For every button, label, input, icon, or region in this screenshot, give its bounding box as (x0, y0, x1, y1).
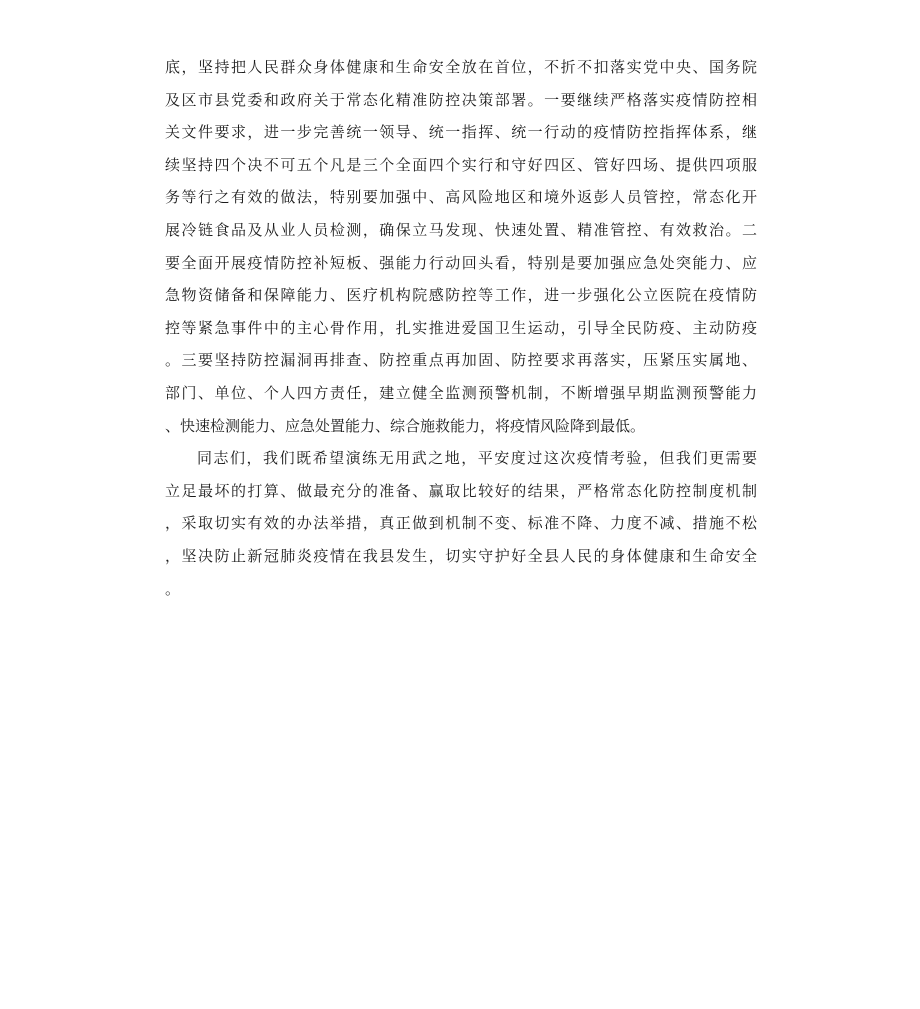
text-line: 底，坚持把人民群众身体健康和生命安全放在首位，不折不扣落实党中央、国务院 (165, 58, 757, 76)
text-line: 要全面开展疫情防控补短板、强能力行动回头看，特别是要加强应急处突能力、应 (165, 253, 757, 272)
text-line: 续坚持四个决不可五个凡是三个全面四个实行和守好四区、管好四场、提供四项服 (165, 155, 757, 174)
text-line: 。 (165, 579, 181, 598)
text-line: 控等紧急事件中的主心骨作用，扎实推进爱国卫生运动，引导全民防疫、主动防疫 (165, 318, 757, 337)
text-line: ，采取切实有效的办法举措，真正做到机制不变、标准不降、力度不减、措施不松 (165, 514, 757, 533)
text-line: 同志们，我们既希望演练无用武之地，平安度过这次疫情考验，但我们更需要 (197, 449, 757, 468)
text-line: 及区市县党委和政府关于常态化精准防控决策部署。一要继续严格落实疫情防控相 (165, 90, 757, 109)
text-line: 关文件要求，进一步完善统一领导、统一指挥、统一行动的疫情防控指挥体系，继 (165, 123, 757, 142)
text-line: 务等行之有效的做法，特别要加强中、高风险地区和境外返彭人员管控，常态化开 (165, 188, 757, 207)
document-body (165, 51, 757, 605)
text-line: 展冷链食品及从业人员检测，确保立马发现、快速处置、精准管控、有效救治。二 (165, 220, 757, 239)
paragraph-2 (165, 442, 757, 605)
paragraph-1 (165, 51, 757, 442)
text-line: ，坚决防止新冠肺炎疫情在我县发生，切实守护好全县人民的身体健康和生命安全 (165, 546, 757, 565)
text-line: 急物资储备和保障能力、医疗机构院感防控等工作，进一步强化公立医院在疫情防 (165, 286, 757, 305)
text-line: 立足最坏的打算、做最充分的准备、赢取比较好的结果，严格常态化防控制度机制 (165, 481, 757, 500)
text-line: 。三要坚持防控漏洞再排查、防控重点再加固、防控要求再落实，压紧压实属地、 (165, 351, 757, 370)
text-line: 部门、单位、个人四方责任，建立健全监测预警机制，不断增强早期监测预警能力 (165, 383, 757, 402)
text-line: 、快速检测能力、应急处置能力、综合施救能力，将疫情风险降到最低。 (165, 416, 646, 435)
